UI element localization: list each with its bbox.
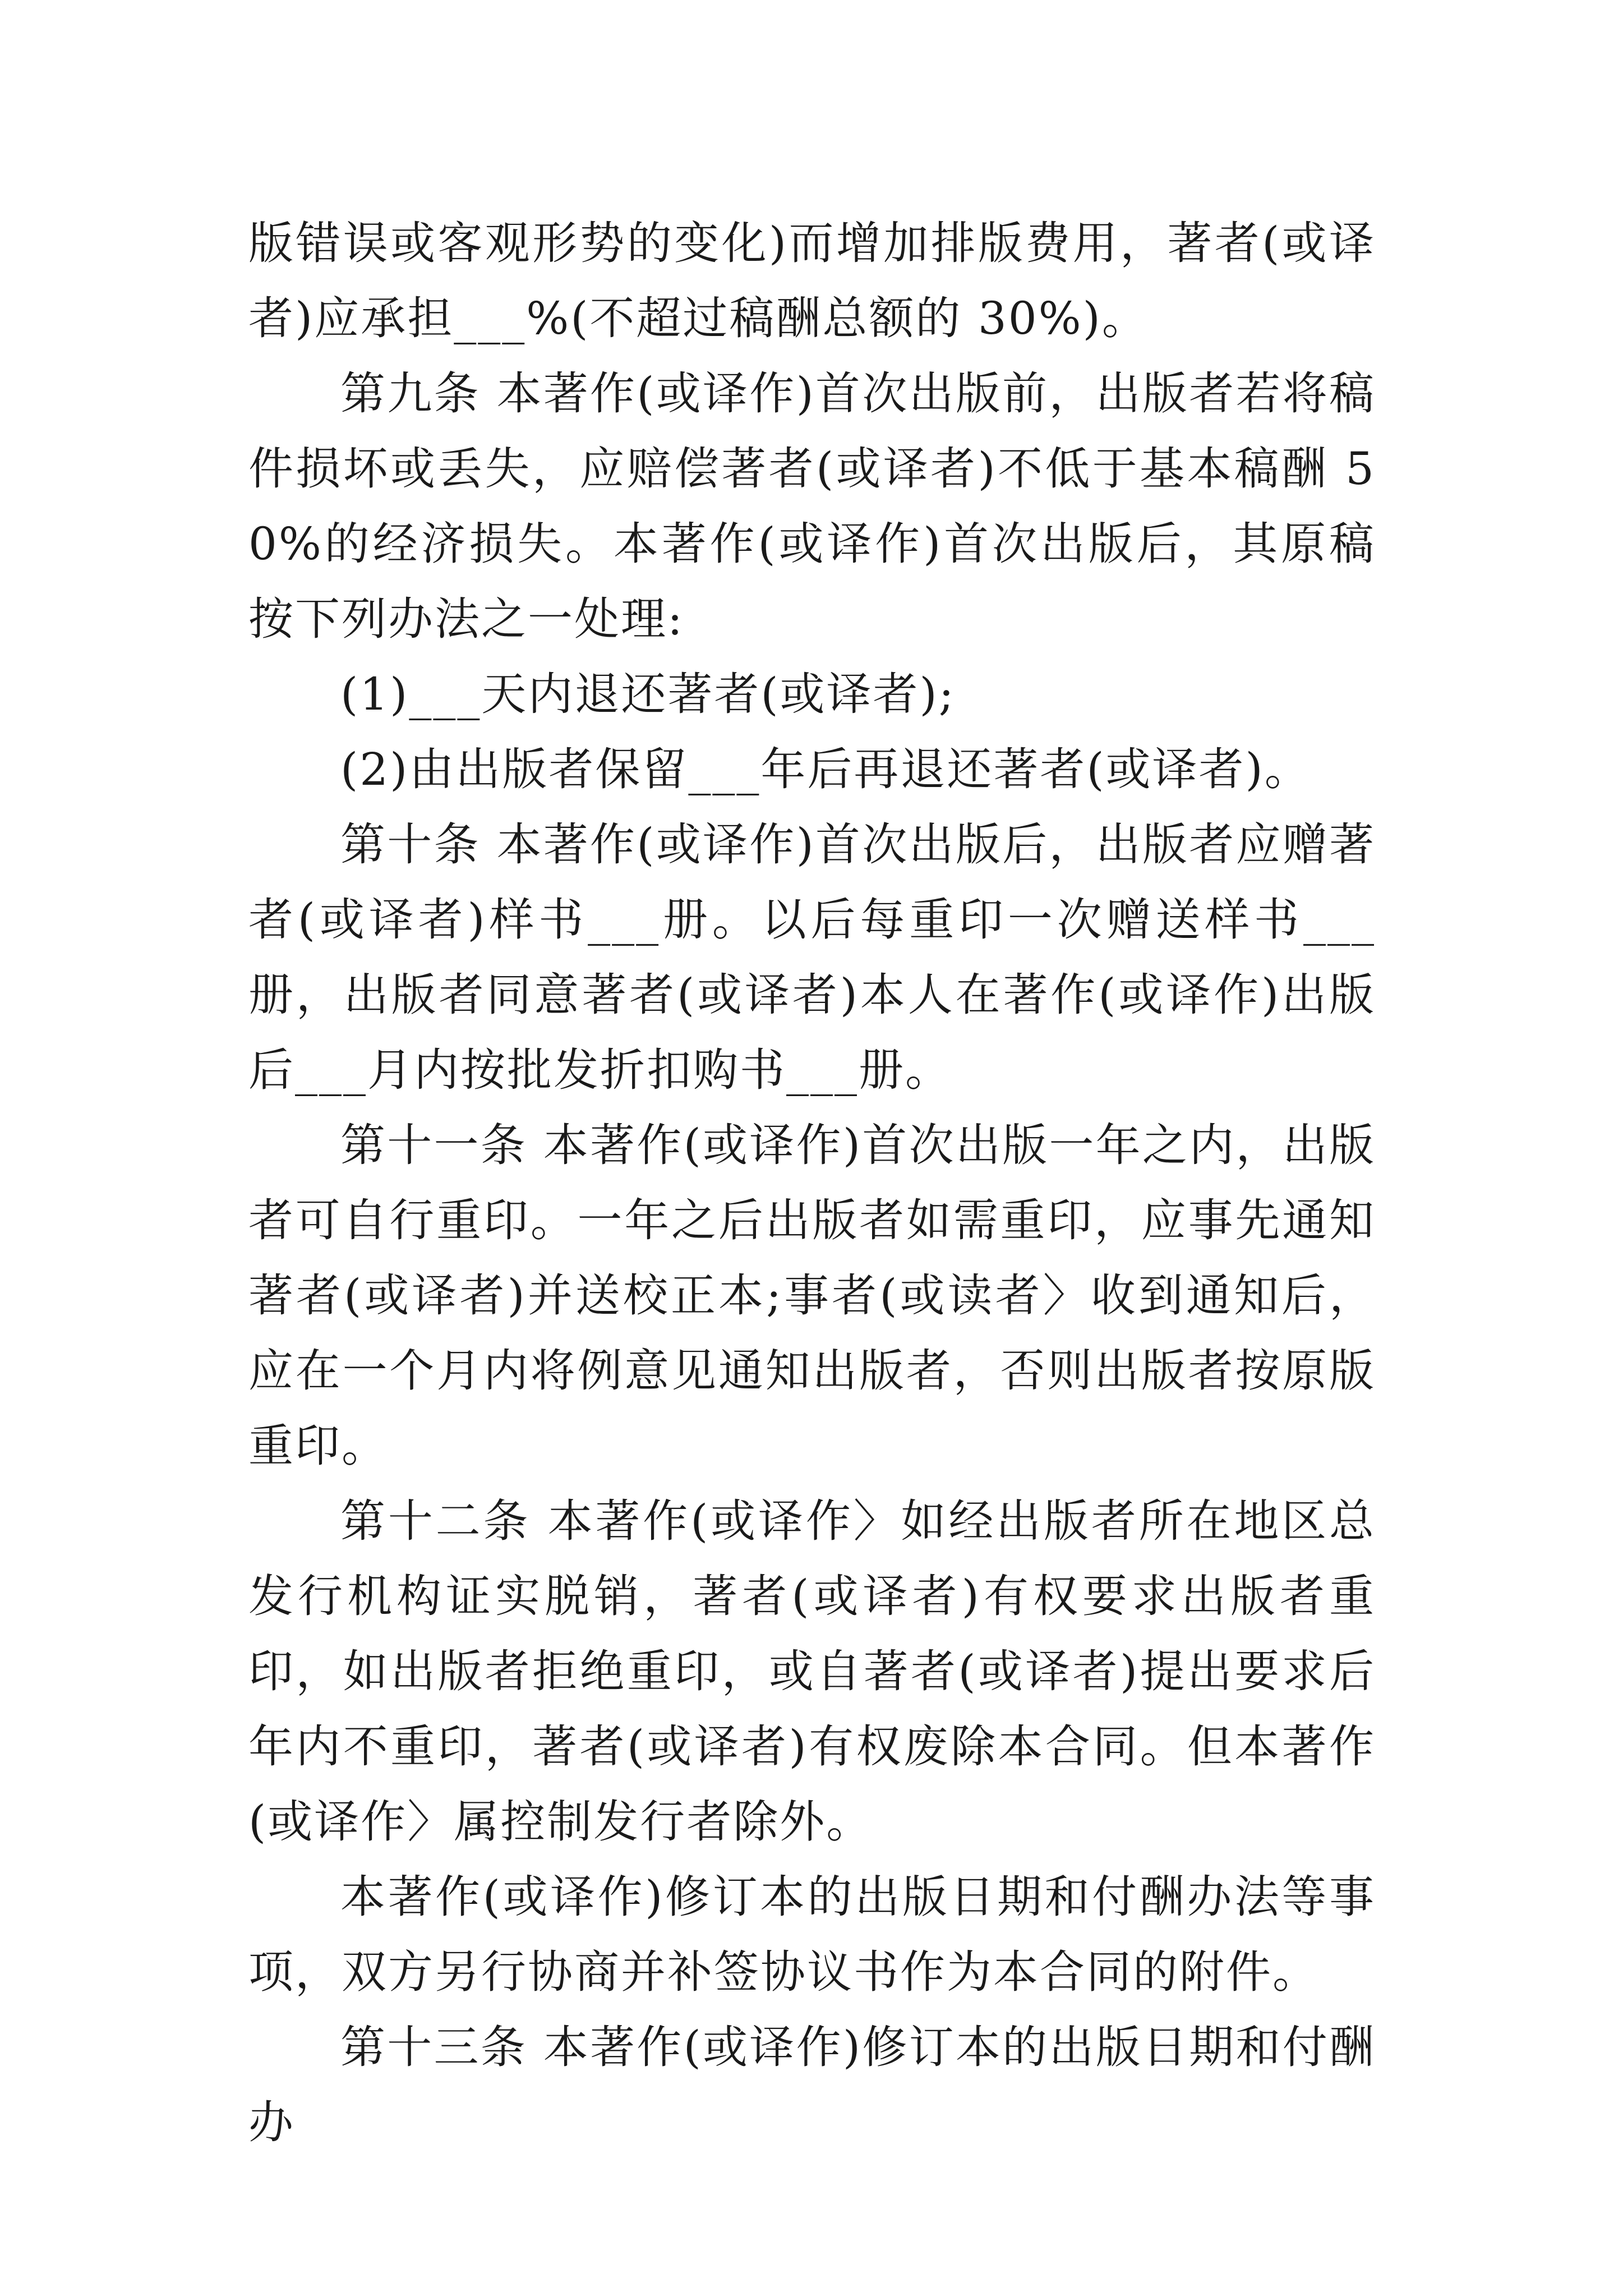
paragraph-article-12: 第十二条 本著作(或译作〉如经出版者所在地区总发行机构证实脱销，著者(或译者)有权要求出版者重印，如出版者拒绝重印，或自著者(或译者)提出要求后年内不重印，著者(或译者)有权废除本合同。但本著作(或译作〉属控制发行者除外。 <box>248 1495 1376 1848</box>
paragraph-revision-note: 本著作(或译作)修订本的出版日期和付酬办法等事项，双方另行协商并补签协议书作为本合同的附件。 <box>248 1871 1376 1998</box>
paragraph-item-1: (1)___天内退还著者(或译者); <box>340 668 956 720</box>
paragraph-continuation: 版错误或客观形势的变化)而增加排版费用，著者(或译者)应承担___%(不超过稿酬总额的 30%)。 <box>248 217 1376 344</box>
paragraph-article-11: 第十一条 本著作(或译作)首次出版一年之内，出版者可自行重印。一年之后出版者如需重印，应事先通知著者(或译者)并送校正本;事者(或读者〉收到通知后，应在一个月内将例意见通知出版者，否则出版者按原版重印。 <box>248 1119 1376 1472</box>
paragraph-item-2: (2)由出版者保留___年后再退还著者(或译者)。 <box>340 743 1311 795</box>
paragraph-article-13: 第十三条 本著作(或译作)修订本的出版日期和付酬办 <box>248 2021 1376 2148</box>
paragraph-article-9: 第九条 本著作(或译作)首次出版前，出版者若将稿件损坏或丢失，应赔偿著者(或译者)不低于基本稿酬 50%的经济损失。本著作(或译作)首次出版后，其原稿按下列办法之一处理: <box>248 367 1376 645</box>
paragraph-article-10: 第十条 本著作(或译作)首次出版后，出版者应赠著者(或译者)样书___册。以后每重印一次赠送样书___册，出版者同意著者(或译者)本人在著作(或译作)出版后___月内按批发折扣购书___册。 <box>248 818 1376 1096</box>
document-body <box>248 206 1376 2160</box>
